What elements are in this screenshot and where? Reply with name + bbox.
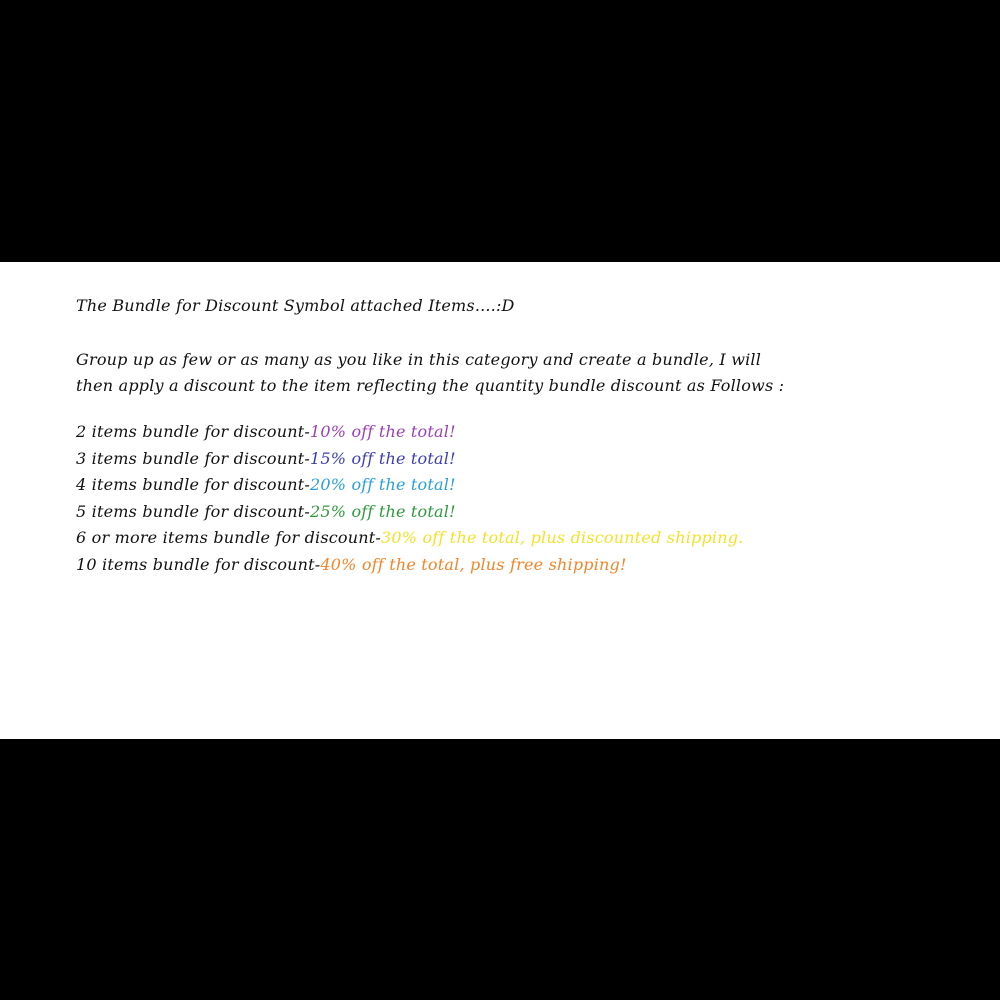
tier-discount: 20% off the total! [310,475,456,494]
tier-label: 5 items bundle for discount- [76,501,311,521]
tier-discount: 10% off the total! [310,422,456,441]
discount-tier-row [76,446,743,473]
tier-label: 6 or more items bundle for discount- [76,528,381,547]
top-letterbox-bar [0,0,1000,262]
intro-line-2: then apply a discount to the item reflecting the quantity bundle discount as Follows : [76,376,785,395]
discount-tier-row [76,525,743,552]
discount-tier-list [76,419,743,578]
discount-tier-row [76,419,743,446]
document-panel [0,262,1000,739]
tier-discount: 15% off the total! [310,448,456,468]
tier-discount: 25% off the total! [310,501,456,521]
discount-tier-row [76,499,743,526]
intro-line-1: Group up as few or as many as you like in this category and create a bundle, I will [76,350,762,369]
tier-discount: 30% off the total, plus discounted shipping. [381,528,744,547]
tier-label: 4 items bundle for discount- [76,475,311,494]
discount-tier-row [76,552,743,579]
document-title: The Bundle for Discount Symbol attached Items....:D [76,296,515,315]
tier-discount: 40% off the total, plus free shipping! [320,554,627,574]
bottom-letterbox-bar [0,739,1000,1000]
discount-tier-row [76,472,743,499]
tier-label: 3 items bundle for discount- [76,448,311,468]
tier-label: 2 items bundle for discount- [76,422,311,441]
tier-label: 10 items bundle for discount- [76,554,321,574]
